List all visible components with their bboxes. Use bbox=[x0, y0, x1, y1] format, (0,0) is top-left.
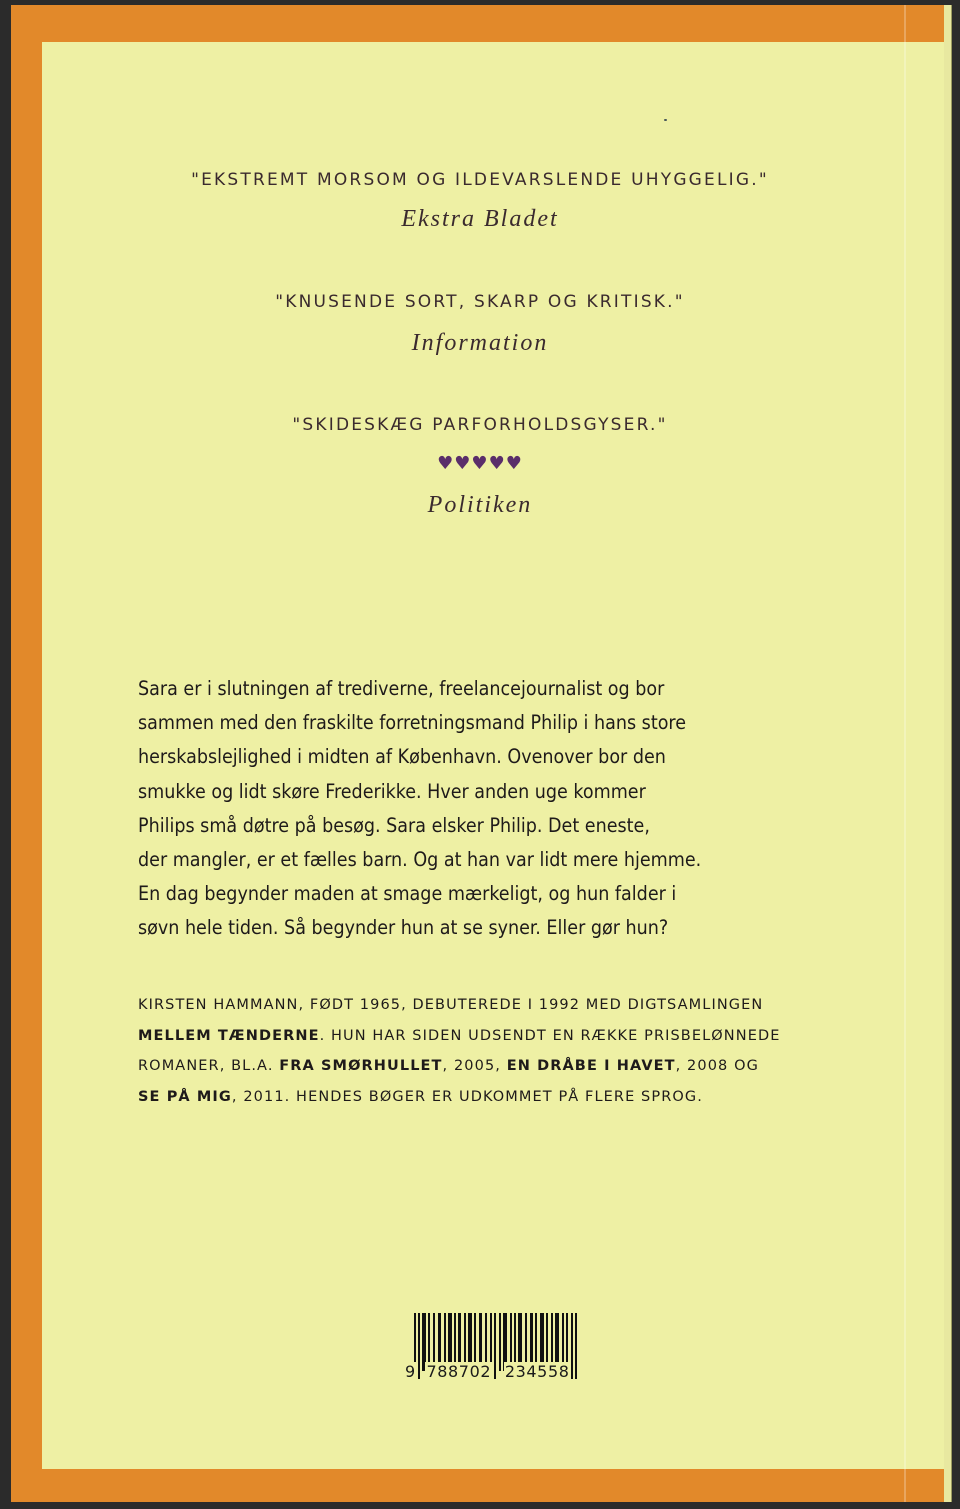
review-quote-1: "EKSTREMT MORSOM OG ILDEVARSLENDE UHYGGELIG." bbox=[191, 170, 769, 190]
review-quote-3: "SKIDESKÆG PARFORHOLDSGYSER." bbox=[292, 415, 668, 435]
review-quote-2: "KNUSENDE SORT, SKARP OG KRITISK." bbox=[275, 292, 685, 312]
bio-line-1 bbox=[138, 990, 878, 1021]
bio-text: , 2008 OG bbox=[675, 1058, 759, 1074]
bio-line-3 bbox=[138, 1051, 878, 1082]
synopsis-line: En dag begynder maden at smage mærkeligt, og hun falder i bbox=[138, 882, 677, 906]
isbn-left-group: 788702 bbox=[426, 1362, 492, 1381]
review-source-2: Information bbox=[411, 330, 549, 356]
review-source-3: Politiken bbox=[427, 492, 533, 518]
isbn-right-group: 234558 bbox=[504, 1362, 570, 1381]
synopsis-paragraph bbox=[138, 672, 858, 946]
author-bio bbox=[138, 990, 878, 1112]
synopsis-line: søvn hele tiden. Så begynder hun at se syner. Eller gør hun? bbox=[138, 916, 669, 940]
bio-text: , 2005, bbox=[442, 1058, 507, 1074]
synopsis-line: herskabslejlighed i midten af København. Ovenover bor den bbox=[138, 745, 666, 769]
book-title-mellem-taenderne: MELLEM TÆNDERNE bbox=[138, 1027, 320, 1044]
bio-text: KIRSTEN HAMMANN, FØDT 1965, DEBUTEREDE I 1992 MED DIGTSAMLINGEN bbox=[138, 997, 764, 1013]
bio-line-2 bbox=[138, 1021, 878, 1052]
synopsis-line: Philips små døtre på besøg. Sara elsker Philip. Det eneste, bbox=[138, 813, 650, 837]
synopsis-line: sammen med den fraskilte forretningsmand Philip i hans store bbox=[138, 711, 686, 735]
synopsis-line: Sara er i slutningen af trediverne, freelancejournalist og bor bbox=[138, 677, 665, 700]
isbn-number bbox=[404, 1362, 584, 1381]
bio-line-4 bbox=[138, 1082, 878, 1113]
book-title-en-drabe-i-havet: EN DRÅBE I HAVET bbox=[506, 1058, 676, 1074]
bio-text: . HUN HAR SIDEN UDSENDT EN RÆKKE PRISBELØNNEDE bbox=[319, 1027, 781, 1044]
isbn-first-digit: 9 bbox=[405, 1362, 416, 1381]
print-speck bbox=[664, 119, 667, 121]
bio-text: , 2011. HENDES BØGER ER UDKOMMET PÅ FLERE SPROG. bbox=[231, 1088, 703, 1105]
synopsis-line: der mangler, er et fælles barn. Og at han var lidt mere hjemme. bbox=[138, 848, 702, 872]
bio-text: ROMANER, BL.A. bbox=[138, 1058, 280, 1074]
synopsis-line: smukke og lidt skøre Frederikke. Hver anden uge kommer bbox=[138, 779, 646, 803]
book-title-fra-smorhullet: FRA SMØRHULLET bbox=[279, 1058, 443, 1074]
book-title-se-pa-mig: SE PÅ MIG bbox=[138, 1088, 232, 1105]
review-source-1: Ekstra Bladet bbox=[401, 206, 559, 232]
heart-rating-icons: ♥♥♥♥♥ bbox=[437, 453, 523, 474]
